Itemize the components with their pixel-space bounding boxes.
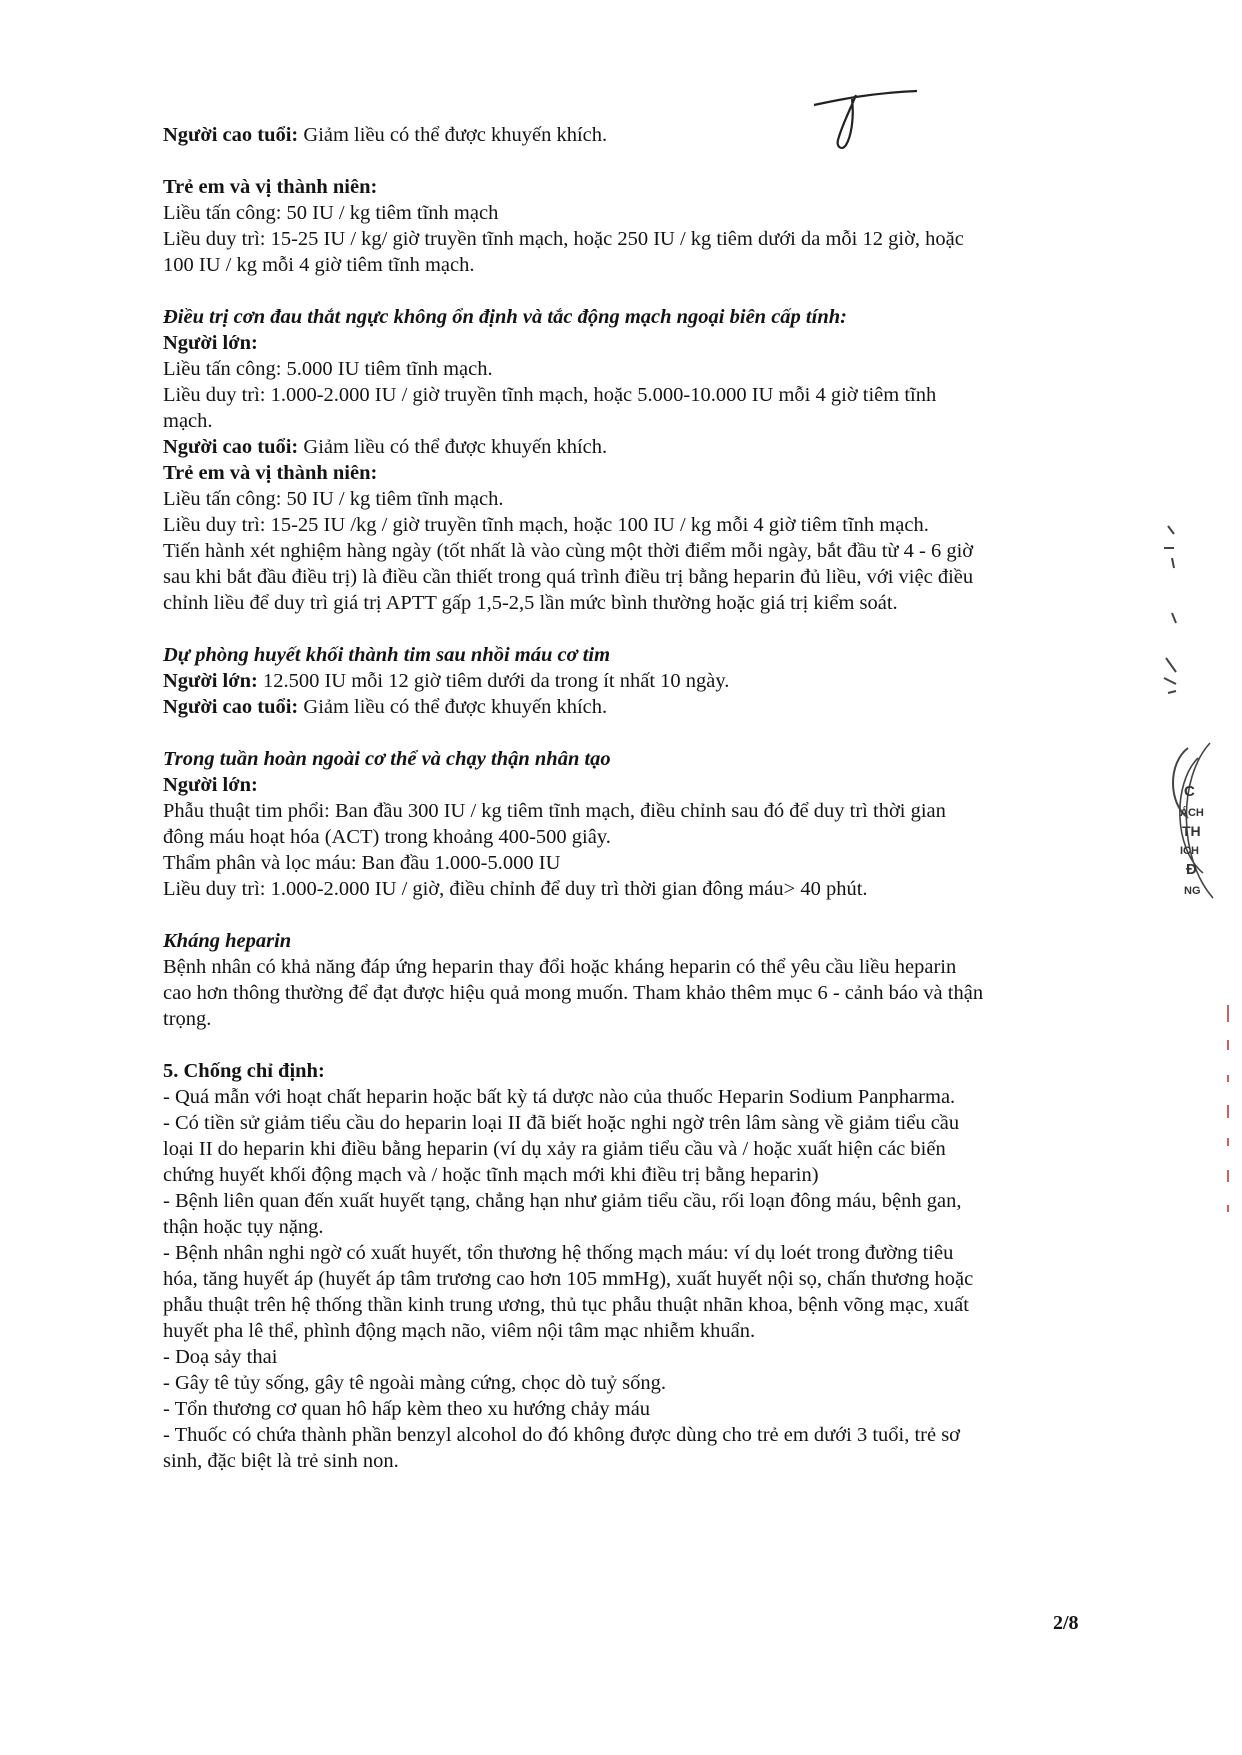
resistance-section-heading: Kháng heparin [163,930,292,952]
thrombus-elderly [163,694,1098,720]
contraindication-line: hóa, tăng huyết áp (huyết áp tâm trương cao hơn 105 mmHg), xuất huyết nội sọ, chấn thương hoặc [163,1268,974,1290]
angina-test-line-2: sau khi bắt đầu điều trị) là điều cần thiết trong quá trình điều trị bằng heparin đủ liều, với việc điều [163,566,974,588]
thrombus-adults [163,668,1098,694]
contraindication-line: - Gây tê tủy sống, gây tê ngoài màng cứng, chọc dò tuỷ sống. [163,1372,667,1394]
contraindication-line: chứng huyết khối động mạch và / hoặc tĩnh mạch mới khi điều trị bằng heparin) [163,1164,819,1186]
angina-elderly-note [163,434,1098,460]
thrombus-adults-label: Người lớn: [163,670,258,692]
angina-adults-label: Người lớn: [163,332,258,354]
contraindication-line: - Thuốc có chứa thành phần benzyl alcohol do đó không được dùng cho trẻ em dưới 3 tuổi, trẻ sơ [163,1424,961,1446]
contraindication-line: - Có tiền sử giảm tiểu cầu do heparin loại II đã biết hoặc nghi ngờ trên lâm sàng về giảm tiểu cầu [163,1112,960,1134]
angina-maintenance-line-2: mạch. [163,410,213,432]
bypass-surgery-line-1: Phẫu thuật tim phổi: Ban đầu 300 IU / kg tiêm tĩnh mạch, điều chỉnh sau đó để duy trì thời gian [163,800,946,822]
bypass-adults-label: Người lớn: [163,774,258,796]
children-maintenance-line-1: Liều duy trì: 15-25 IU / kg/ giờ truyền tĩnh mạch, hoặc 250 IU / kg tiêm dưới da mỗi 12 giờ, hoặc [163,228,964,250]
children-maintenance-line-2: 100 IU / kg mỗi 4 giờ tiêm tĩnh mạch. [163,254,475,276]
angina-test-line-1: Tiến hành xét nghiệm hàng ngày (tốt nhất là vào cùng một thời điểm mỗi ngày, bắt đầu từ 4 - 6 giờ [163,540,974,562]
svg-text:Đ: Đ [1186,861,1197,878]
svg-text:ÁCH: ÁCH [1180,807,1204,819]
contraindication-line: - Quá mẫn với hoạt chất heparin hoặc bất kỳ tá dược nào của thuốc Heparin Sodium Panpharma. [163,1086,956,1108]
elderly-note [163,122,1098,148]
angina-test-line-3: chỉnh liều để duy trì giá trị APTT gấp 1,5-2,5 lần mức bình thường hoặc giá trị kiểm soát. [163,592,898,614]
red-edge-marks [1218,1000,1238,1240]
bypass-surgery-line-2: đông máu hoạt hóa (ACT) trong khoảng 400-500 giây. [163,826,611,848]
contraindication-line: thận hoặc tụy nặng. [163,1216,324,1238]
svg-text:ICH: ICH [1180,845,1199,857]
angina-maintenance-line-1: Liều duy trì: 1.000-2.000 IU / giờ truyền tĩnh mạch, hoặc 5.000-10.000 IU mỗi 4 giờ tiêm tĩnh [163,384,937,406]
thrombus-elderly-text: Giảm liều có thể được khuyến khích. [298,696,608,718]
children-loading-dose: Liều tấn công: 50 IU / kg tiêm tĩnh mạch [163,202,499,224]
resistance-line-3: trọng. [163,1008,212,1030]
angina-section-heading: Điều trị cơn đau thắt ngực không ổn định và tắc động mạch ngoại biên cấp tính: [163,306,847,328]
angina-children-maintenance: Liều duy trì: 15-25 IU /kg / giờ truyền tĩnh mạch, hoặc 100 IU / kg mỗi 4 giờ tiêm tĩnh mạch. [163,514,929,536]
thrombus-adults-text: 12.500 IU mỗi 12 giờ tiêm dưới da trong ít nhất 10 ngày. [257,670,730,692]
contraindication-line: - Doạ sảy thai [163,1346,278,1368]
angina-elderly-label: Người cao tuổi: [163,436,299,458]
contraindication-line: huyết pha lê thể, phình động mạch não, viêm nội tâm mạc nhiễm khuẩn. [163,1320,756,1342]
angina-loading-dose: Liều tấn công: 5.000 IU tiêm tĩnh mạch. [163,358,493,380]
bypass-maintenance: Liều duy trì: 1.000-2.000 IU / giờ, điều chỉnh để duy trì thời gian đông máu> 40 phút. [163,878,868,900]
resistance-line-1: Bệnh nhân có khả năng đáp ứng heparin thay đổi hoặc kháng heparin có thể yêu cầu liều heparin [163,956,957,978]
contraindication-line: - Tổn thương cơ quan hô hấp kèm theo xu hướng chảy máu [163,1398,651,1420]
children-heading: Trẻ em và vị thành niên: [163,176,378,198]
thrombus-section-heading: Dự phòng huyết khối thành tim sau nhồi máu cơ tim [163,644,611,666]
bypass-dialysis: Thẩm phân và lọc máu: Ban đầu 1.000-5.000 IU [163,852,561,874]
contraindication-line: phẫu thuật trên hệ thống thần kinh trung ương, thủ tục phẫu thuật nhãn khoa, bệnh võng mạc, xuất [163,1294,969,1316]
page-number: 2/8 [1053,1612,1079,1634]
svg-text:TH: TH [1182,823,1201,839]
angina-children-label: Trẻ em và vị thành niên: [163,462,378,484]
svg-text:NG: NG [1184,885,1201,897]
resistance-line-2: cao hơn thông thường để đạt được hiệu quả mong muốn. Tham khảo thêm mục 6 - cảnh báo và thận [163,982,984,1004]
thrombus-elderly-label: Người cao tuổi: [163,696,299,718]
stamp-mark [1158,518,1218,968]
contraindication-line: sinh, đặc biệt là trẻ sinh non. [163,1450,399,1472]
elderly-text: Giảm liều có thể được khuyến khích. [298,124,608,146]
contraindications-heading: 5. Chống chỉ định: [163,1060,325,1082]
angina-children-loading: Liều tấn công: 50 IU / kg tiêm tĩnh mạch. [163,488,504,510]
contraindication-line: - Bệnh nhân nghi ngờ có xuất huyết, tổn thương hệ thống mạch máu: ví dụ loét trong đường tiêu [163,1242,954,1264]
document-body [163,122,1098,1474]
svg-text:C: C [1184,783,1195,800]
angina-elderly-text: Giảm liều có thể được khuyến khích. [298,436,608,458]
contraindication-line: loại II do heparin khi điều bằng heparin (ví dụ xảy ra giảm tiểu cầu và / hoặc xuất hiện các biến [163,1138,946,1160]
contraindication-line: - Bệnh liên quan đến xuất huyết tạng, chẳng hạn như giảm tiểu cầu, rối loạn đông máu, bệnh gan, [163,1190,962,1212]
elderly-label: Người cao tuổi: [163,124,299,146]
bypass-section-heading: Trong tuần hoàn ngoài cơ thể và chạy thận nhân tạo [163,748,611,770]
